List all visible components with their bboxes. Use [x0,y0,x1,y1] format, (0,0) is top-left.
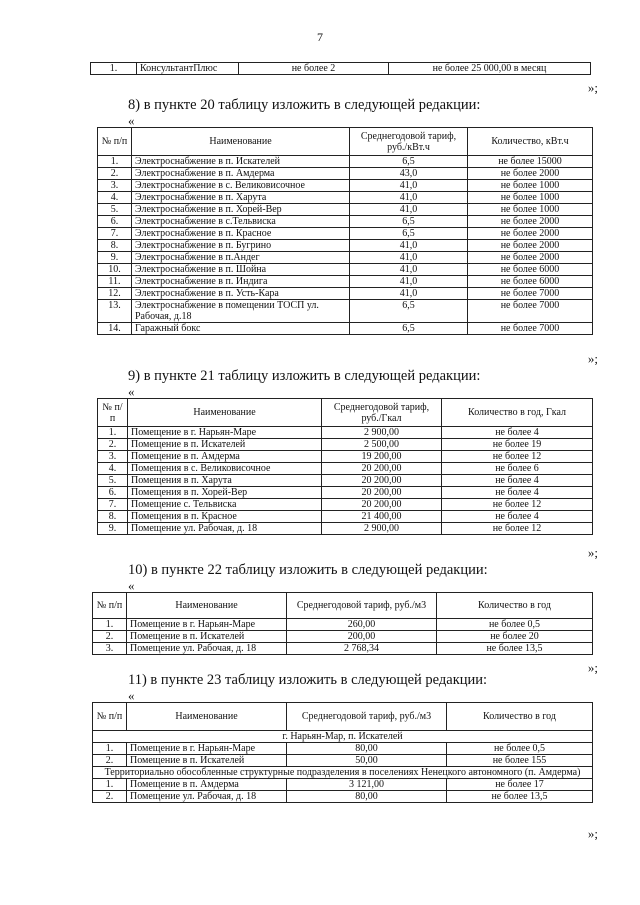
cell-name: Гаражный бокс [132,323,350,335]
cell-name: Помещения в с. Великовисочное [128,463,322,475]
cell-name: Электроснабжение в с. Великовисочное [132,180,350,192]
header-tariff: Среднегодовой тариф, руб./Гкал [322,399,442,427]
header-name: Наименование [128,399,322,427]
cell-quantity: не более 12 [442,499,593,511]
group-label: Территориально обособленные структурные подразделения в поселениях Ненецкого автономного (п. Амдерма) [93,767,593,779]
table-section-9 [97,398,593,535]
cell-tariff: 41,0 [350,288,468,300]
header-quantity: Количество в год [437,593,593,619]
cell-tariff: 19 200,00 [322,451,442,463]
cell-num: 14. [98,323,132,335]
cell-name: Помещение ул. Рабочая, д. 18 [128,523,322,535]
cell-tariff: 41,0 [350,252,468,264]
cell-name: Электроснабжение в п. Усть-Кара [132,288,350,300]
cell-quantity: не более 4 [442,427,593,439]
cell-num: 3. [98,180,132,192]
cell-tariff: 41,0 [350,192,468,204]
cell-num: 12. [98,288,132,300]
cell-num: 1. [93,779,127,791]
close-quote: »; [587,660,598,675]
cell-quantity: не более 0,5 [437,619,593,631]
open-quote: « [128,113,135,128]
cell-name: Помещение в г. Нарьян-Маре [128,427,322,439]
header-quantity: Количество, кВт.ч [468,128,593,156]
cell-quantity: не более 2000 [468,168,593,180]
table-row [98,499,593,511]
cell-tariff: 200,00 [287,631,437,643]
cell-value: не более 2 [239,63,389,75]
close-quote: »; [587,826,598,841]
table-row [98,300,593,323]
group-label: г. Нарьян-Мар, п. Искателей [93,731,593,743]
cell-name: Электроснабжение в п. Искателей [132,156,350,168]
header-num: № п/п [98,128,132,156]
group-row [93,767,593,779]
cell-num: 3. [98,451,128,463]
cell-tariff: 20 200,00 [322,475,442,487]
cell-num: 2. [98,439,128,451]
cell-num: 2. [93,755,127,767]
header-tariff: Среднегодовой тариф, руб./кВт.ч [350,128,468,156]
open-quote: « [128,578,135,593]
cell-quantity: не более 15000 [468,156,593,168]
cell-num: 13. [98,300,132,323]
section-9-heading: 9) в пункте 21 таблицу изложить в следующей редакции: [128,368,481,384]
cell-amount: не более 25 000,00 в месяц [389,63,591,75]
cell-num: 4. [98,463,128,475]
cell-name: Электроснабжение в п. Шойна [132,264,350,276]
table-row [98,252,593,264]
cell-name: Помещение в п. Искателей [127,755,287,767]
cell-quantity: не более 0,5 [447,743,593,755]
cell-tariff: 41,0 [350,276,468,288]
table-row [98,523,593,535]
table-row [98,276,593,288]
cell-tariff: 2 500,00 [322,439,442,451]
cell-num: 9. [98,252,132,264]
table-row [98,463,593,475]
table-row [93,743,593,755]
cell-quantity: не более 2000 [468,240,593,252]
header-tariff: Среднегодовой тариф, руб./м3 [287,593,437,619]
top-table [90,62,591,75]
cell-num: 7. [98,499,128,511]
header-quantity: Количество в год, Гкал [442,399,593,427]
cell-quantity: не более 13,5 [447,791,593,803]
table-row [98,192,593,204]
cell-name: Помещение в п. Амдерма [127,779,287,791]
cell-num: 1. [91,63,137,75]
header-name: Наименование [127,593,287,619]
close-quote: »; [587,80,598,95]
cell-name: Помещение в п. Искателей [128,439,322,451]
table-row [98,264,593,276]
table-section-8 [97,127,593,335]
section-11-heading: 11) в пункте 23 таблицу изложить в следующей редакции: [128,672,488,688]
cell-quantity: не более 6000 [468,264,593,276]
cell-num: 6. [98,487,128,499]
cell-tariff: 80,00 [287,791,447,803]
open-quote: « [128,384,135,399]
table-row [93,619,593,631]
cell-tariff: 80,00 [287,743,447,755]
table-row [98,323,593,335]
header-name: Наименование [127,703,287,731]
table-row [98,427,593,439]
cell-num: 6. [98,216,132,228]
cell-quantity: не более 20 [437,631,593,643]
table-header-row [98,128,593,156]
table-row [98,168,593,180]
cell-quantity: не более 1000 [468,204,593,216]
header-name: Наименование [132,128,350,156]
cell-quantity: не более 6 [442,463,593,475]
header-quantity: Количество в год [447,703,593,731]
table-header-row [93,703,593,731]
cell-name: Помещения в п. Харута [128,475,322,487]
cell-tariff: 41,0 [350,204,468,216]
table-row [98,228,593,240]
cell-name: Электроснабжение в п.Андег [132,252,350,264]
cell-tariff: 6,5 [350,156,468,168]
table-section-10 [92,592,593,655]
cell-tariff: 3 121,00 [287,779,447,791]
section-8-heading: 8) в пункте 20 таблицу изложить в следующей редакции: [128,97,481,113]
close-quote: »; [587,351,598,366]
cell-quantity: не более 4 [442,487,593,499]
cell-num: 8. [98,511,128,523]
cell-num: 5. [98,475,128,487]
table-row [98,156,593,168]
cell-quantity: не более 2000 [468,228,593,240]
cell-tariff: 6,5 [350,228,468,240]
cell-name: Помещения в п. Хорей-Вер [128,487,322,499]
cell-name: Электроснабжение в п. Бугрино [132,240,350,252]
table-row [93,791,593,803]
cell-tariff: 6,5 [350,216,468,228]
table-header-row [93,593,593,619]
table-row [98,216,593,228]
cell-num: 2. [93,631,127,643]
cell-tariff: 41,0 [350,264,468,276]
cell-tariff: 6,5 [350,300,468,323]
header-num: № п/п [98,399,128,427]
table-row [93,631,593,643]
cell-tariff: 2 900,00 [322,523,442,535]
table-section-11 [92,702,593,803]
table-row [98,180,593,192]
cell-name: Помещение в г. Нарьян-Маре [127,743,287,755]
cell-tariff: 20 200,00 [322,499,442,511]
table-row [98,204,593,216]
open-quote: « [128,688,135,703]
cell-quantity: не более 7000 [468,288,593,300]
cell-name: Электроснабжение в п. Амдерма [132,168,350,180]
cell-tariff: 21 400,00 [322,511,442,523]
cell-quantity: не более 2000 [468,252,593,264]
cell-name: Помещение ул. Рабочая, д. 18 [127,791,287,803]
cell-num: 5. [98,204,132,216]
cell-num: 11. [98,276,132,288]
cell-quantity: не более 19 [442,439,593,451]
header-tariff: Среднегодовой тариф, руб./м3 [287,703,447,731]
cell-quantity: не более 12 [442,451,593,463]
cell-quantity: не более 4 [442,475,593,487]
table-row [98,475,593,487]
table-row [91,63,591,75]
cell-tariff: 260,00 [287,619,437,631]
header-num: № п/п [93,593,127,619]
cell-quantity: не более 4 [442,511,593,523]
cell-quantity: не более 1000 [468,192,593,204]
cell-num: 1. [93,619,127,631]
cell-name: Помещение в г. Нарьян-Маре [127,619,287,631]
cell-tariff: 2 768,34 [287,643,437,655]
table-row [93,643,593,655]
table-row [98,439,593,451]
close-quote: »; [587,545,598,560]
cell-tariff: 6,5 [350,323,468,335]
cell-quantity: не более 12 [442,523,593,535]
cell-name: Помещение ул. Рабочая, д. 18 [127,643,287,655]
cell-tariff: 2 900,00 [322,427,442,439]
cell-name: Электроснабжение в п. Харута [132,192,350,204]
cell-num: 9. [98,523,128,535]
table-row [98,288,593,300]
table-header-row [98,399,593,427]
cell-tariff: 20 200,00 [322,463,442,475]
cell-quantity: не более 6000 [468,276,593,288]
section-10-heading: 10) в пункте 22 таблицу изложить в следующей редакции: [128,562,488,578]
table-row [98,240,593,252]
cell-quantity: не более 1000 [468,180,593,192]
table-row [93,755,593,767]
cell-tariff: 43,0 [350,168,468,180]
cell-num: 2. [98,168,132,180]
cell-num: 3. [93,643,127,655]
table-row [93,779,593,791]
cell-num: 8. [98,240,132,252]
cell-name: Электроснабжение в помещении ТОСП ул. Рабочая, д.18 [132,300,350,323]
cell-num: 7. [98,228,132,240]
cell-num: 4. [98,192,132,204]
cell-name: Электроснабжение в п. Индига [132,276,350,288]
cell-quantity: не более 17 [447,779,593,791]
cell-quantity: не более 2000 [468,216,593,228]
table-row [98,451,593,463]
cell-name: Помещение с. Тельвиска [128,499,322,511]
group-row [93,731,593,743]
cell-name: Помещение в п. Искателей [127,631,287,643]
cell-num: 1. [98,156,132,168]
cell-quantity: не более 13,5 [437,643,593,655]
header-num: № п/п [93,703,127,731]
cell-name: Помещение в п. Амдерма [128,451,322,463]
cell-num: 2. [93,791,127,803]
cell-tariff: 20 200,00 [322,487,442,499]
page-number: 7 [317,30,323,44]
cell-num: 1. [98,427,128,439]
cell-quantity: не более 7000 [468,323,593,335]
cell-name: Электроснабжение в п. Хорей-Вер [132,204,350,216]
cell-name: Электроснабжение в с.Тельвиска [132,216,350,228]
cell-name: Помещения в п. Красное [128,511,322,523]
cell-name: КонсультантПлюс [137,63,239,75]
cell-num: 10. [98,264,132,276]
cell-quantity: не более 7000 [468,300,593,323]
cell-quantity: не более 155 [447,755,593,767]
cell-num: 1. [93,743,127,755]
table-row [98,511,593,523]
cell-tariff: 41,0 [350,180,468,192]
cell-tariff: 50,00 [287,755,447,767]
table-row [98,487,593,499]
cell-name: Электроснабжение в п. Красное [132,228,350,240]
cell-tariff: 41,0 [350,240,468,252]
